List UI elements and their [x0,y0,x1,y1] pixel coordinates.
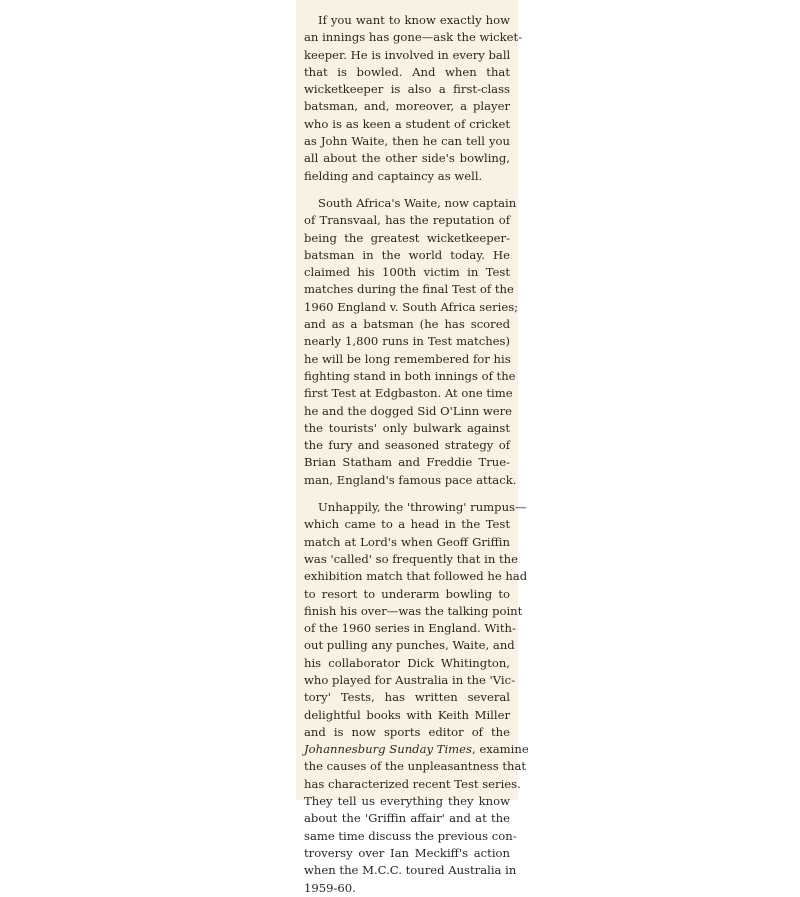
text-line: to resort to underarm bowling to [304,586,510,601]
text-line: about the 'Griffin affair' and at the [304,811,510,826]
text-line: tory' Tests, has written several [304,690,510,705]
text-line: out pulling any punches, Waite, and [304,638,515,653]
text-line: when the M.C.C. toured Australia in [304,863,517,878]
paragraph [304,195,519,489]
paragraph [304,499,529,897]
text-line: batsman in the world today. He [304,247,510,262]
text-line: all about the other side's bowling, [304,151,510,166]
text-line: batsman, and, moreover, a player [304,99,510,114]
text-line: he and the dogged Sid O'Linn were [304,403,513,418]
text-line: 1960 England v. South Africa series; [304,299,519,314]
text-line: of Transvaal, has the reputation of [304,213,510,228]
text-line: Johannesburg Sunday Times, examine [304,742,529,757]
text-line: They tell us everything they know [304,794,510,809]
text-line: first Test at Edgbaston. At one time [304,386,513,401]
text-line: finish his over—was the talking point [304,603,523,618]
text-line: fighting stand in both innings of the [304,368,516,383]
text-line: troversy over Ian Meckiff's action [304,845,510,860]
text-line: who is as keen a student of cricket [304,116,510,131]
text-line: as John Waite, then he can tell you [304,134,510,149]
text-line: that is bowled. And when that [304,64,510,79]
text-line: If you want to know exactly how [318,13,510,27]
text-line: Unhappily, the 'throwing' rumpus— [318,500,527,515]
text-line: South Africa's Waite, now captain [318,195,517,210]
text-line: which came to a head in the Test [304,517,510,532]
text-line: wicketkeeper is also a first-class [304,82,510,97]
text-line: has characterized recent Test series. [304,776,521,791]
text-line: being the greatest wicketkeeper- [304,230,510,245]
text-line: an innings has gone—ask the wicket- [304,30,523,45]
text-line: matches during the final Test of the [304,282,514,297]
text-line: his collaborator Dick Whitington, [304,655,510,670]
text-line: match at Lord's when Geoff Griffin [304,534,510,549]
text-line: was 'called' so frequently that in the [304,551,518,566]
text-line: same time discuss the previous con- [304,828,517,843]
article-column [304,12,529,897]
text-line: the fury and seasoned strategy of [304,438,510,453]
paragraph-gap [304,185,510,195]
text-line: he will be long remembered for his [304,351,511,366]
text-line: claimed his 100th victim in Test [304,265,510,280]
paragraph-gap [304,489,510,499]
text-line: who played for Australia in the 'Vic- [304,672,516,687]
text-line: and as a batsman (he has scored [304,317,510,332]
text-line: keeper. He is involved in every ball [304,47,511,62]
text-line: Brian Statham and Freddie True- [304,455,510,470]
text-line: fielding and captaincy as well. [304,168,483,183]
text-line: 1959-60. [304,880,356,895]
text-line: and is now sports editor of the [304,724,510,739]
paragraph [304,12,523,185]
text-line: of the 1960 series in England. With- [304,621,516,636]
text-line: nearly 1,800 runs in Test matches) [304,334,510,349]
text-line: man, England's famous pace attack. [304,472,517,487]
text-line: the causes of the unpleasantness that [304,759,527,774]
text-line: exhibition match that followed he had [304,569,528,584]
text-line: delightful books with Keith Miller [304,707,510,722]
text-line: the tourists' only bulwark against [304,420,510,435]
